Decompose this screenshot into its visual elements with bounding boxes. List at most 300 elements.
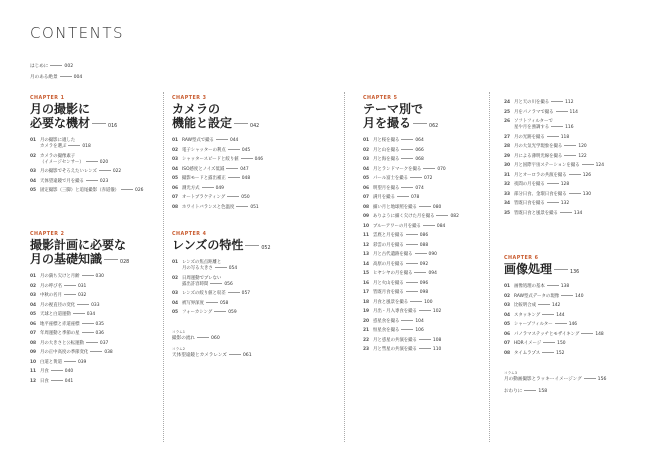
item-page: 038 — [104, 350, 113, 355]
leader — [229, 354, 241, 355]
item-number: 12 — [363, 242, 370, 248]
section-title-text: 月の基礎知識 — [30, 252, 103, 266]
section-page: 136 — [570, 270, 580, 275]
list-item — [30, 284, 158, 290]
item-text: 月の視直径の変化 — [40, 302, 76, 308]
item-page: 138 — [560, 284, 570, 289]
item-page: 044 — [229, 138, 239, 143]
section-title-line — [504, 262, 634, 280]
item-number: 05 — [30, 312, 37, 317]
item-page: 039 — [77, 359, 87, 365]
list-item — [172, 138, 337, 144]
item-number: 05 — [172, 176, 179, 181]
list-item — [30, 322, 158, 328]
item-text: 測光方式 — [182, 185, 200, 191]
item-text: 皆既日食を撮る — [514, 201, 545, 206]
list-item — [504, 119, 634, 131]
item-page: 152 — [556, 350, 565, 356]
list-item — [30, 138, 158, 150]
item-page: 045 — [241, 147, 251, 153]
list-item — [363, 224, 488, 230]
item-text: フォーカシング — [182, 310, 213, 315]
list-item — [30, 179, 158, 185]
section-title — [504, 262, 634, 280]
item-page: 098 — [419, 290, 429, 295]
item-page: 122 — [578, 153, 587, 159]
item-text: 月の撮影に適した — [40, 138, 76, 143]
item-page: 018 — [82, 144, 91, 149]
item-subtext-label: 露出許容時間 — [182, 281, 209, 287]
item-page: 026 — [135, 188, 144, 193]
item-page: 059 — [228, 310, 237, 315]
item-page: 068 — [415, 157, 424, 162]
item-text: 月とランドマークを撮る — [373, 166, 422, 172]
item-text: 月出・月入専食を撮る — [373, 309, 417, 314]
item-subtext — [30, 144, 158, 150]
column-note-title — [504, 388, 634, 394]
leader — [547, 285, 559, 286]
item-number: 03 — [172, 291, 179, 296]
item-number: 33 — [504, 191, 511, 197]
item-number: 08 — [172, 204, 179, 210]
list-item — [363, 300, 488, 306]
item-number: 01 — [30, 274, 37, 279]
section-title-text: 月を撮る — [363, 116, 412, 130]
item-number: 27 — [504, 134, 511, 140]
leader — [547, 183, 559, 184]
list-item — [30, 188, 158, 194]
leader — [436, 215, 448, 216]
item-text: 月の撮影でそろえたいレンズ — [40, 169, 97, 174]
item-number: 18 — [363, 299, 370, 305]
leader — [197, 337, 209, 338]
item-page: 118 — [560, 134, 570, 140]
item-subtext — [172, 266, 337, 272]
item-page: 096 — [419, 280, 429, 286]
item-number: 01 — [363, 138, 370, 143]
leader — [64, 294, 76, 295]
item-number: 04 — [172, 166, 179, 172]
item-subtext-label: カメラを選ぶ — [40, 144, 67, 149]
item-page: 033 — [91, 302, 100, 308]
item-number: 08 — [30, 340, 37, 346]
item-text: RAW型式データの現像 — [514, 293, 560, 299]
item-number: 29 — [504, 153, 511, 159]
item-page: 030 — [95, 274, 104, 279]
column-divider — [489, 92, 490, 442]
item-page: 054 — [228, 266, 238, 271]
chapter-1 — [30, 96, 158, 198]
leader — [245, 245, 259, 246]
list-item — [363, 205, 488, 211]
chapter-label: CHAPTER 3 — [172, 96, 207, 101]
item-page: 148 — [595, 331, 604, 337]
item-text: 高原の月を撮る — [373, 261, 404, 267]
item-page: 106 — [415, 328, 424, 333]
column-note-label: コラム3 — [504, 370, 518, 375]
chapter-4 — [172, 232, 337, 364]
leader — [406, 282, 418, 283]
column-note-text: 月の動画撮影とラッキーイメージング — [504, 376, 582, 382]
item-text: 月と山を撮る — [373, 147, 400, 153]
item-page: 116 — [565, 125, 574, 130]
item-number: 09 — [30, 350, 37, 355]
list-item — [504, 192, 634, 198]
leader — [68, 145, 80, 146]
list-item — [363, 167, 488, 173]
item-text: パノラマステッチとモザイキング — [514, 331, 580, 337]
item-text: 被写界深度 — [182, 300, 204, 306]
list-item — [172, 260, 337, 272]
list-item — [30, 341, 158, 347]
item-page: 114 — [569, 109, 578, 115]
list-item — [363, 214, 488, 220]
item-number: 28 — [504, 144, 511, 149]
item-text: ブルーアワーの月を撮る — [373, 223, 421, 229]
item-text: 比較明合成 — [514, 303, 536, 308]
list-item — [363, 262, 488, 268]
item-page: 112 — [565, 100, 574, 105]
leader — [582, 164, 594, 165]
chapter-5 — [363, 96, 488, 357]
leader — [538, 304, 550, 305]
item-text: 月の呼び名 — [40, 283, 62, 289]
column-note — [504, 388, 634, 394]
leader — [77, 304, 89, 305]
item-number: 22 — [363, 337, 370, 343]
item-text: 月の満ち欠けと月齢 — [40, 274, 80, 279]
section-title — [172, 102, 337, 134]
section-title-text: 画像処理 — [504, 262, 553, 276]
leader — [406, 291, 418, 292]
column-divider — [344, 92, 345, 442]
item-number: 05 — [30, 188, 37, 193]
item-number: 01 — [172, 260, 179, 265]
item-number: 26 — [504, 119, 511, 124]
item-page: 100 — [424, 299, 433, 305]
item-number: 10 — [30, 359, 37, 365]
item-number: 03 — [172, 157, 179, 162]
item-page: 130 — [582, 191, 592, 197]
leader — [401, 329, 413, 330]
leader — [564, 155, 576, 156]
leader — [554, 269, 568, 270]
item-text: 月の正中高度の季節変化 — [40, 350, 89, 355]
item-subtext — [172, 282, 337, 288]
item-number: 04 — [363, 166, 370, 172]
leader — [560, 212, 572, 213]
chapter-2 — [30, 232, 158, 388]
leader — [569, 174, 581, 175]
list-item — [363, 138, 488, 144]
leader — [401, 158, 413, 159]
item-text: パール富士を撮る — [373, 176, 409, 181]
leader — [406, 234, 418, 235]
item-text: 月食と風景を撮る — [373, 299, 409, 305]
item-page: 041 — [64, 378, 74, 384]
leader — [551, 126, 563, 127]
leader — [216, 139, 228, 140]
item-text: 中秋の名月 — [40, 293, 62, 298]
item-number: 25 — [504, 109, 511, 115]
item-number: 01 — [172, 138, 179, 143]
list-item — [172, 186, 337, 192]
item-number: 11 — [363, 233, 370, 238]
list-item — [172, 301, 337, 307]
item-number: 07 — [504, 341, 511, 346]
item-text: ホワイトバランスと色温度 — [182, 204, 235, 210]
chapter-label: CHAPTER 6 — [504, 256, 539, 261]
section-title — [172, 238, 337, 256]
item-text: 月とオーロラの共演を撮る — [514, 172, 567, 178]
leader — [121, 189, 133, 190]
item-page: 056 — [224, 281, 233, 287]
item-number: 02 — [30, 283, 37, 289]
leader — [556, 111, 568, 112]
item-page: 049 — [215, 185, 224, 191]
leader — [202, 187, 214, 188]
item-page: 031 — [77, 283, 87, 289]
list-item — [504, 154, 634, 160]
leader — [86, 180, 98, 181]
section-title-line — [30, 252, 158, 270]
leader — [234, 123, 248, 124]
item-text: 夜間の月を撮る — [514, 182, 545, 187]
list-item — [30, 154, 158, 166]
list-item — [363, 309, 488, 315]
leader — [543, 342, 555, 343]
item-number: 08 — [504, 350, 511, 356]
leader — [51, 370, 63, 371]
item-page: 066 — [415, 147, 424, 153]
item-page: 142 — [551, 303, 561, 308]
list-item — [504, 341, 634, 347]
item-number: 03 — [30, 293, 37, 298]
list-item — [172, 176, 337, 182]
leader — [415, 253, 427, 254]
leader — [581, 333, 593, 334]
item-page: 082 — [450, 214, 459, 219]
section-title — [30, 238, 158, 270]
item-text: 電子シャッターの利点 — [182, 147, 226, 153]
leader — [228, 177, 240, 178]
item-text: 月による薄明光線を撮る — [514, 153, 563, 159]
section-title-line: 月の撮影に — [30, 102, 91, 116]
item-number: 17 — [363, 290, 370, 295]
item-number: 07 — [30, 331, 37, 336]
item-page: 132 — [560, 201, 570, 206]
column-notes — [504, 371, 634, 394]
leader — [547, 202, 559, 203]
list-item — [30, 350, 158, 356]
item-number: 21 — [363, 328, 370, 333]
item-page: 126 — [582, 172, 592, 178]
leader — [410, 301, 422, 302]
column-note-title — [172, 335, 337, 341]
section-page: 042 — [250, 124, 260, 129]
leader — [206, 302, 218, 303]
item-page: 035 — [95, 321, 104, 327]
leader — [410, 177, 422, 178]
list-item — [30, 379, 158, 385]
item-number: 02 — [30, 153, 37, 159]
leader — [406, 263, 418, 264]
item-list — [504, 100, 634, 217]
list-item — [363, 186, 488, 192]
list-item — [504, 332, 634, 338]
item-number: 02 — [363, 147, 370, 153]
leader — [86, 342, 98, 343]
leader — [73, 313, 85, 314]
list-item — [504, 284, 634, 290]
list-item — [172, 195, 337, 201]
item-number: 24 — [504, 100, 511, 105]
list-item — [172, 276, 337, 288]
item-text: 月と天の川を撮る — [514, 100, 550, 105]
chapter-3 — [172, 96, 337, 214]
item-number: 12 — [30, 378, 37, 384]
item-number: 32 — [504, 182, 511, 187]
list-item — [363, 195, 488, 201]
item-page: 110 — [432, 347, 442, 352]
leader — [241, 158, 253, 159]
item-text: スタッキング — [514, 312, 541, 318]
item-text: 月と惑星の共演を撮る — [373, 337, 417, 343]
item-number: 34 — [504, 201, 511, 206]
section-title-line: テーマ別で — [363, 102, 424, 116]
item-page: 037 — [99, 340, 109, 346]
leader — [228, 292, 240, 293]
item-number: 01 — [504, 284, 511, 289]
list-item — [172, 205, 337, 211]
list-item — [504, 211, 634, 217]
leader — [236, 206, 248, 207]
list-item — [363, 148, 488, 154]
list-item — [504, 163, 634, 169]
item-number: 01 — [30, 138, 37, 143]
leader — [99, 170, 111, 171]
list-item — [504, 351, 634, 357]
item-number: 14 — [363, 261, 370, 267]
leader — [228, 149, 240, 150]
list-item — [363, 347, 488, 353]
list-item — [30, 303, 158, 309]
item-number: 04 — [172, 300, 179, 306]
item-number: 15 — [363, 271, 370, 276]
list-item — [504, 144, 634, 150]
leader — [401, 139, 413, 140]
column-note-page: 156 — [597, 376, 607, 382]
leader — [82, 323, 94, 324]
item-page: 124 — [595, 163, 604, 168]
column-note-title — [172, 352, 337, 358]
leader — [86, 161, 98, 162]
list-item — [172, 148, 337, 154]
item-text: 天体望遠鏡で月を撮る — [40, 178, 84, 184]
item-page: 022 — [112, 169, 122, 174]
chapter-label: CHAPTER 4 — [172, 232, 207, 237]
item-text: カメラの撮像素子 — [40, 153, 76, 159]
column-note-text: 天体望遠鏡とカメラレンズ — [172, 353, 227, 358]
page-title: CONTENTS — [30, 24, 125, 42]
leader — [397, 196, 409, 197]
item-number: 06 — [30, 321, 37, 327]
list-item — [30, 312, 158, 318]
chapter-5-continued — [504, 96, 634, 220]
column-note-page: 158 — [538, 388, 548, 394]
column-note-text: 撮影の流れ — [172, 336, 195, 341]
item-page: 034 — [86, 312, 96, 317]
leader — [423, 168, 435, 169]
leader — [401, 187, 413, 188]
item-subtext-label: （イメージセンサー） — [40, 159, 84, 165]
item-text: 年周運動と季節の星 — [40, 331, 80, 336]
item-number: 20 — [363, 318, 370, 324]
item-list — [172, 260, 337, 316]
list-item — [504, 100, 634, 106]
section-title-line — [30, 116, 158, 134]
section-title — [30, 102, 158, 134]
chapter-label: CHAPTER 1 — [30, 96, 65, 101]
leader — [419, 348, 431, 349]
section-page: 052 — [261, 246, 271, 251]
item-text: シャープフィルター — [514, 322, 553, 327]
item-page: 102 — [432, 309, 442, 314]
leader — [90, 351, 102, 352]
item-text: 月をパノラマで撮る — [514, 109, 554, 115]
list-item — [504, 322, 634, 328]
item-page: 086 — [419, 233, 429, 238]
list-item — [30, 169, 158, 175]
leader — [564, 145, 576, 146]
leader — [542, 352, 554, 353]
leader — [542, 314, 554, 315]
list-item — [504, 313, 634, 319]
leader — [561, 295, 573, 296]
leader — [414, 272, 426, 273]
list-item — [363, 338, 488, 344]
item-text: オートブラケティング — [182, 195, 226, 200]
section-page: 016 — [108, 124, 118, 129]
list-item — [172, 157, 337, 163]
leader — [227, 196, 239, 197]
item-text: 月の大気光学現象を撮る — [514, 144, 563, 149]
section-title-line — [363, 116, 488, 134]
list-item — [504, 303, 634, 309]
item-list — [504, 284, 634, 357]
column-note — [172, 347, 337, 358]
section-title-line: カメラの — [172, 102, 221, 116]
section-title-line: 撮影計画に必要な — [30, 238, 127, 252]
item-page: 023 — [99, 178, 109, 184]
item-page: 084 — [436, 223, 446, 229]
item-list — [363, 138, 488, 353]
item-number: 04 — [30, 302, 37, 308]
item-page: 128 — [560, 182, 570, 187]
list-item — [363, 319, 488, 325]
section-title — [363, 102, 488, 134]
leader — [104, 259, 118, 260]
item-text: レンズの焦点距離と — [182, 260, 222, 265]
list-item — [504, 294, 634, 300]
item-number: 07 — [363, 195, 370, 200]
item-page: 104 — [415, 318, 424, 324]
list-item — [172, 310, 337, 316]
list-item — [504, 110, 634, 116]
item-page: 090 — [428, 252, 437, 257]
item-number: 02 — [172, 275, 179, 281]
item-text: 固定撮影（三脚）と追尾撮影（赤道儀） — [40, 188, 120, 193]
